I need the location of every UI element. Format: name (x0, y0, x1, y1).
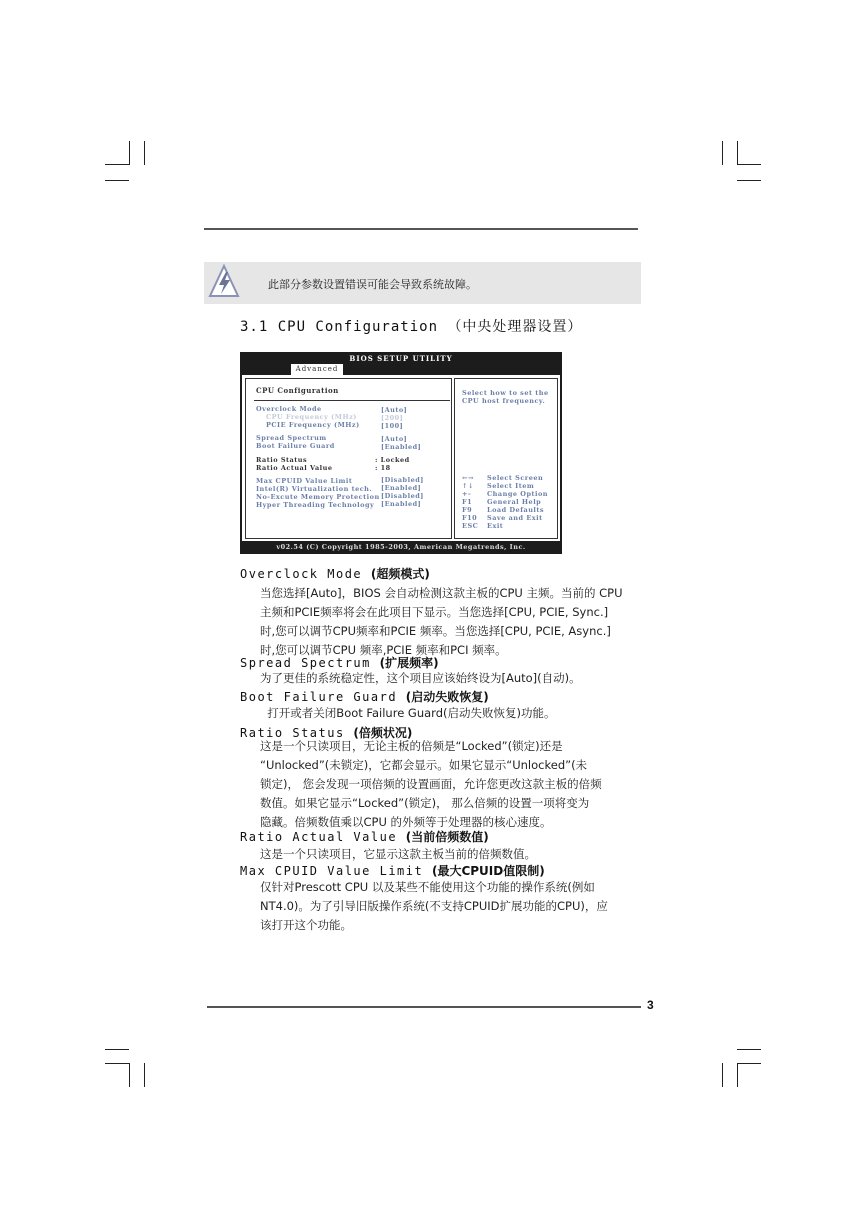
entry-line: 锁定)， 您会发现一项倍频的设置画面，允许您更改这款主板的倍频 (260, 777, 602, 791)
bios-item-ratio-status: Ratio Status (256, 456, 308, 464)
entry-body-overclock-mode (260, 584, 642, 660)
bios-key: ↑↓ (462, 482, 474, 490)
entry-heading-mono: Max CPUID Value Limit (240, 864, 432, 878)
bios-item-pcie-frequency[interactable]: PCIE Frequency (MHz) (266, 421, 360, 429)
bios-value-no-execute: [Disabled] (381, 492, 424, 500)
bios-key-desc: Change Option (487, 490, 549, 498)
bios-key: F1 (462, 498, 473, 506)
bios-help-panel (454, 378, 558, 539)
bios-item-cpu-frequency: CPU Frequency (MHz) (266, 413, 357, 421)
tab-advanced[interactable]: Advanced (291, 364, 343, 375)
entry-body-max-cpuid (260, 878, 642, 935)
bios-key-desc: Select Screen (487, 474, 544, 482)
entry-heading-overclock-mode (240, 565, 430, 582)
entry-line: 打开或者关闭Boot Failure Guard(启动失败恢复)功能。 (260, 706, 556, 720)
entry-heading-mono: Boot Failure Guard (240, 690, 406, 704)
bios-value-overclock-mode: [Auto] (381, 406, 408, 414)
bios-key: F9 (462, 506, 473, 514)
entry-heading-mono: Spread Spectrum (240, 656, 380, 670)
section-title (240, 316, 582, 336)
entry-heading-cn: (扩展频率) (379, 656, 439, 670)
bios-value-pcie-frequency: [100] (381, 422, 404, 430)
entry-line: 这是一个只读项目，它显示这款主板当前的倍频数值。 (260, 847, 536, 861)
bios-item-boot-failure-guard[interactable]: Boot Failure Guard (256, 442, 335, 450)
crop-mark (144, 141, 145, 165)
bios-value-boot-failure-guard: [Enabled] (381, 443, 422, 451)
bios-item-no-execute[interactable]: No-Excute Memory Protection (256, 493, 380, 501)
entry-line: 时,您可以调节CPU频率和PCIE 频率。当您选择[CPU, PCIE, Async.] (260, 624, 611, 638)
bios-value-cpu-frequency: [200] (381, 414, 404, 422)
crop-mark (722, 141, 723, 165)
entry-heading-cn: (启动失败恢复) (405, 690, 489, 704)
crop-mark (105, 1049, 129, 1050)
entry-heading-boot-failure-guard (240, 688, 489, 705)
crop-mark (144, 1063, 145, 1087)
section-title-cn: （中央处理器设置） (447, 319, 583, 335)
bios-value-max-cpuid: [Disabled] (381, 476, 424, 484)
entry-line: NT4.0)。为了引导旧版操作系统(不支持CPUID扩展功能的CPU)，应 (260, 899, 608, 913)
bios-key-desc: Load Defaults (487, 506, 545, 514)
bios-item-max-cpuid[interactable]: Max CPUID Value Limit (256, 477, 353, 485)
bios-item-ratio-actual-value: Ratio Actual Value (256, 464, 333, 472)
crop-mark (129, 141, 130, 165)
entry-line: 数值。如果它显示“Locked”(锁定)， 那么倍频的设置一项将变为 (260, 796, 590, 810)
entry-line: 这是一个只读项目，无论主板的倍频是“Locked”(锁定)还是 (260, 739, 563, 753)
entry-heading-cn: (最大CPUID值限制) (431, 864, 545, 878)
crop-mark (737, 180, 761, 181)
crop-mark (105, 180, 129, 181)
bios-key: F10 (462, 514, 478, 522)
entry-line: 时,您可以调节CPU 频率,PCIE 频率和PCI 频率。 (260, 643, 507, 657)
entry-body-spread-spectrum (260, 669, 642, 688)
bios-value-spread-spectrum: [Auto] (381, 435, 408, 443)
entry-line: 该打开这个功能。 (260, 918, 352, 932)
crop-mark (737, 1063, 761, 1064)
bios-value-ratio-status: : Locked (375, 456, 410, 464)
bios-heading-rule (254, 400, 450, 401)
bios-footer: v02.54 (C) Copyright 1985-2003, American Megatrends, Inc. (276, 543, 526, 551)
entry-body-ratio-status (260, 737, 642, 832)
crop-mark (737, 164, 761, 165)
bios-item-hyper-threading[interactable]: Hyper Threading Technology (256, 501, 375, 509)
header-rule (204, 228, 638, 230)
bios-key-desc: Exit (487, 522, 504, 530)
bios-screenshot (240, 352, 562, 554)
bios-key: +- (462, 490, 472, 498)
bios-key: ←→ (462, 474, 474, 482)
warning-text: 此部分参数设置错误可能会导致系统故障。 (268, 278, 477, 291)
entry-heading-mono: Overclock Mode (240, 567, 371, 581)
entry-heading-mono: Ratio Actual Value (240, 830, 406, 844)
warning-box (204, 262, 641, 304)
crop-mark (737, 1063, 738, 1087)
entry-line: 当您选择[Auto]，BIOS 会自动检测这款主板的CPU 主频。当前的 CPU (260, 586, 623, 600)
entry-body-boot-failure-guard (260, 704, 642, 723)
entry-line: 为了更佳的系统稳定性，这个项目应该始终设为[Auto](自动)。 (260, 671, 581, 685)
bios-value-virtualization: [Enabled] (381, 484, 422, 492)
crop-mark (105, 1063, 129, 1064)
warning-icon (208, 264, 240, 300)
bios-value-hyper-threading: [Enabled] (381, 500, 422, 508)
bios-body (242, 375, 560, 541)
entry-heading-cn: (当前倍频数值) (405, 830, 489, 844)
crop-mark (105, 164, 129, 165)
bios-help-line: Select how to set the (462, 389, 549, 397)
crop-mark (722, 1063, 723, 1087)
bios-item-virtualization[interactable]: Intel(R) Virtualization tech. (256, 485, 373, 493)
crop-mark (737, 141, 738, 165)
crop-mark (737, 1049, 761, 1050)
bios-key: ESC (462, 522, 479, 530)
entry-heading-ratio-actual-value (240, 828, 489, 845)
entry-line: 主频和PCIE频率将会在此项目下显示。当您选择[CPU, PCIE, Sync.] (260, 605, 609, 619)
section-title-mono: 3.1 CPU Configuration (240, 319, 448, 335)
entry-heading-mono: Ratio Status (240, 726, 354, 740)
entry-heading-cn: (超频模式) (370, 567, 430, 581)
entry-line: 隐藏。倍频数值乘以CPU 的外频等于处理器的核心速度。 (260, 815, 552, 829)
entry-heading-max-cpuid (240, 862, 545, 879)
bios-key-desc: Save and Exit (487, 514, 543, 522)
entry-heading-cn: (倍频状况) (353, 726, 413, 740)
bios-value-ratio-actual-value: : 18 (375, 464, 391, 472)
bios-title: BIOS SETUP UTILITY (349, 354, 453, 363)
bios-key-desc: Select Item (487, 482, 535, 490)
bios-help-line: CPU host frequency. (462, 397, 546, 405)
bios-key-desc: General Help (487, 498, 542, 506)
bios-heading: CPU Configuration (256, 386, 339, 395)
bios-item-spread-spectrum[interactable]: Spread Spectrum (256, 434, 327, 442)
bios-item-overclock-mode[interactable]: Overclock Mode (256, 405, 322, 413)
crop-mark (129, 1063, 130, 1087)
footer-rule (207, 1006, 641, 1008)
entry-line: 仅针对Prescott CPU 以及某些不能使用这个功能的操作系统(例如 (260, 880, 595, 894)
bios-options-panel (245, 378, 452, 539)
page-number: 3 (647, 998, 654, 1012)
entry-line: “Unlocked”(未锁定)，它都会显示。如果它显示“Unlocked”(未 (260, 758, 588, 772)
